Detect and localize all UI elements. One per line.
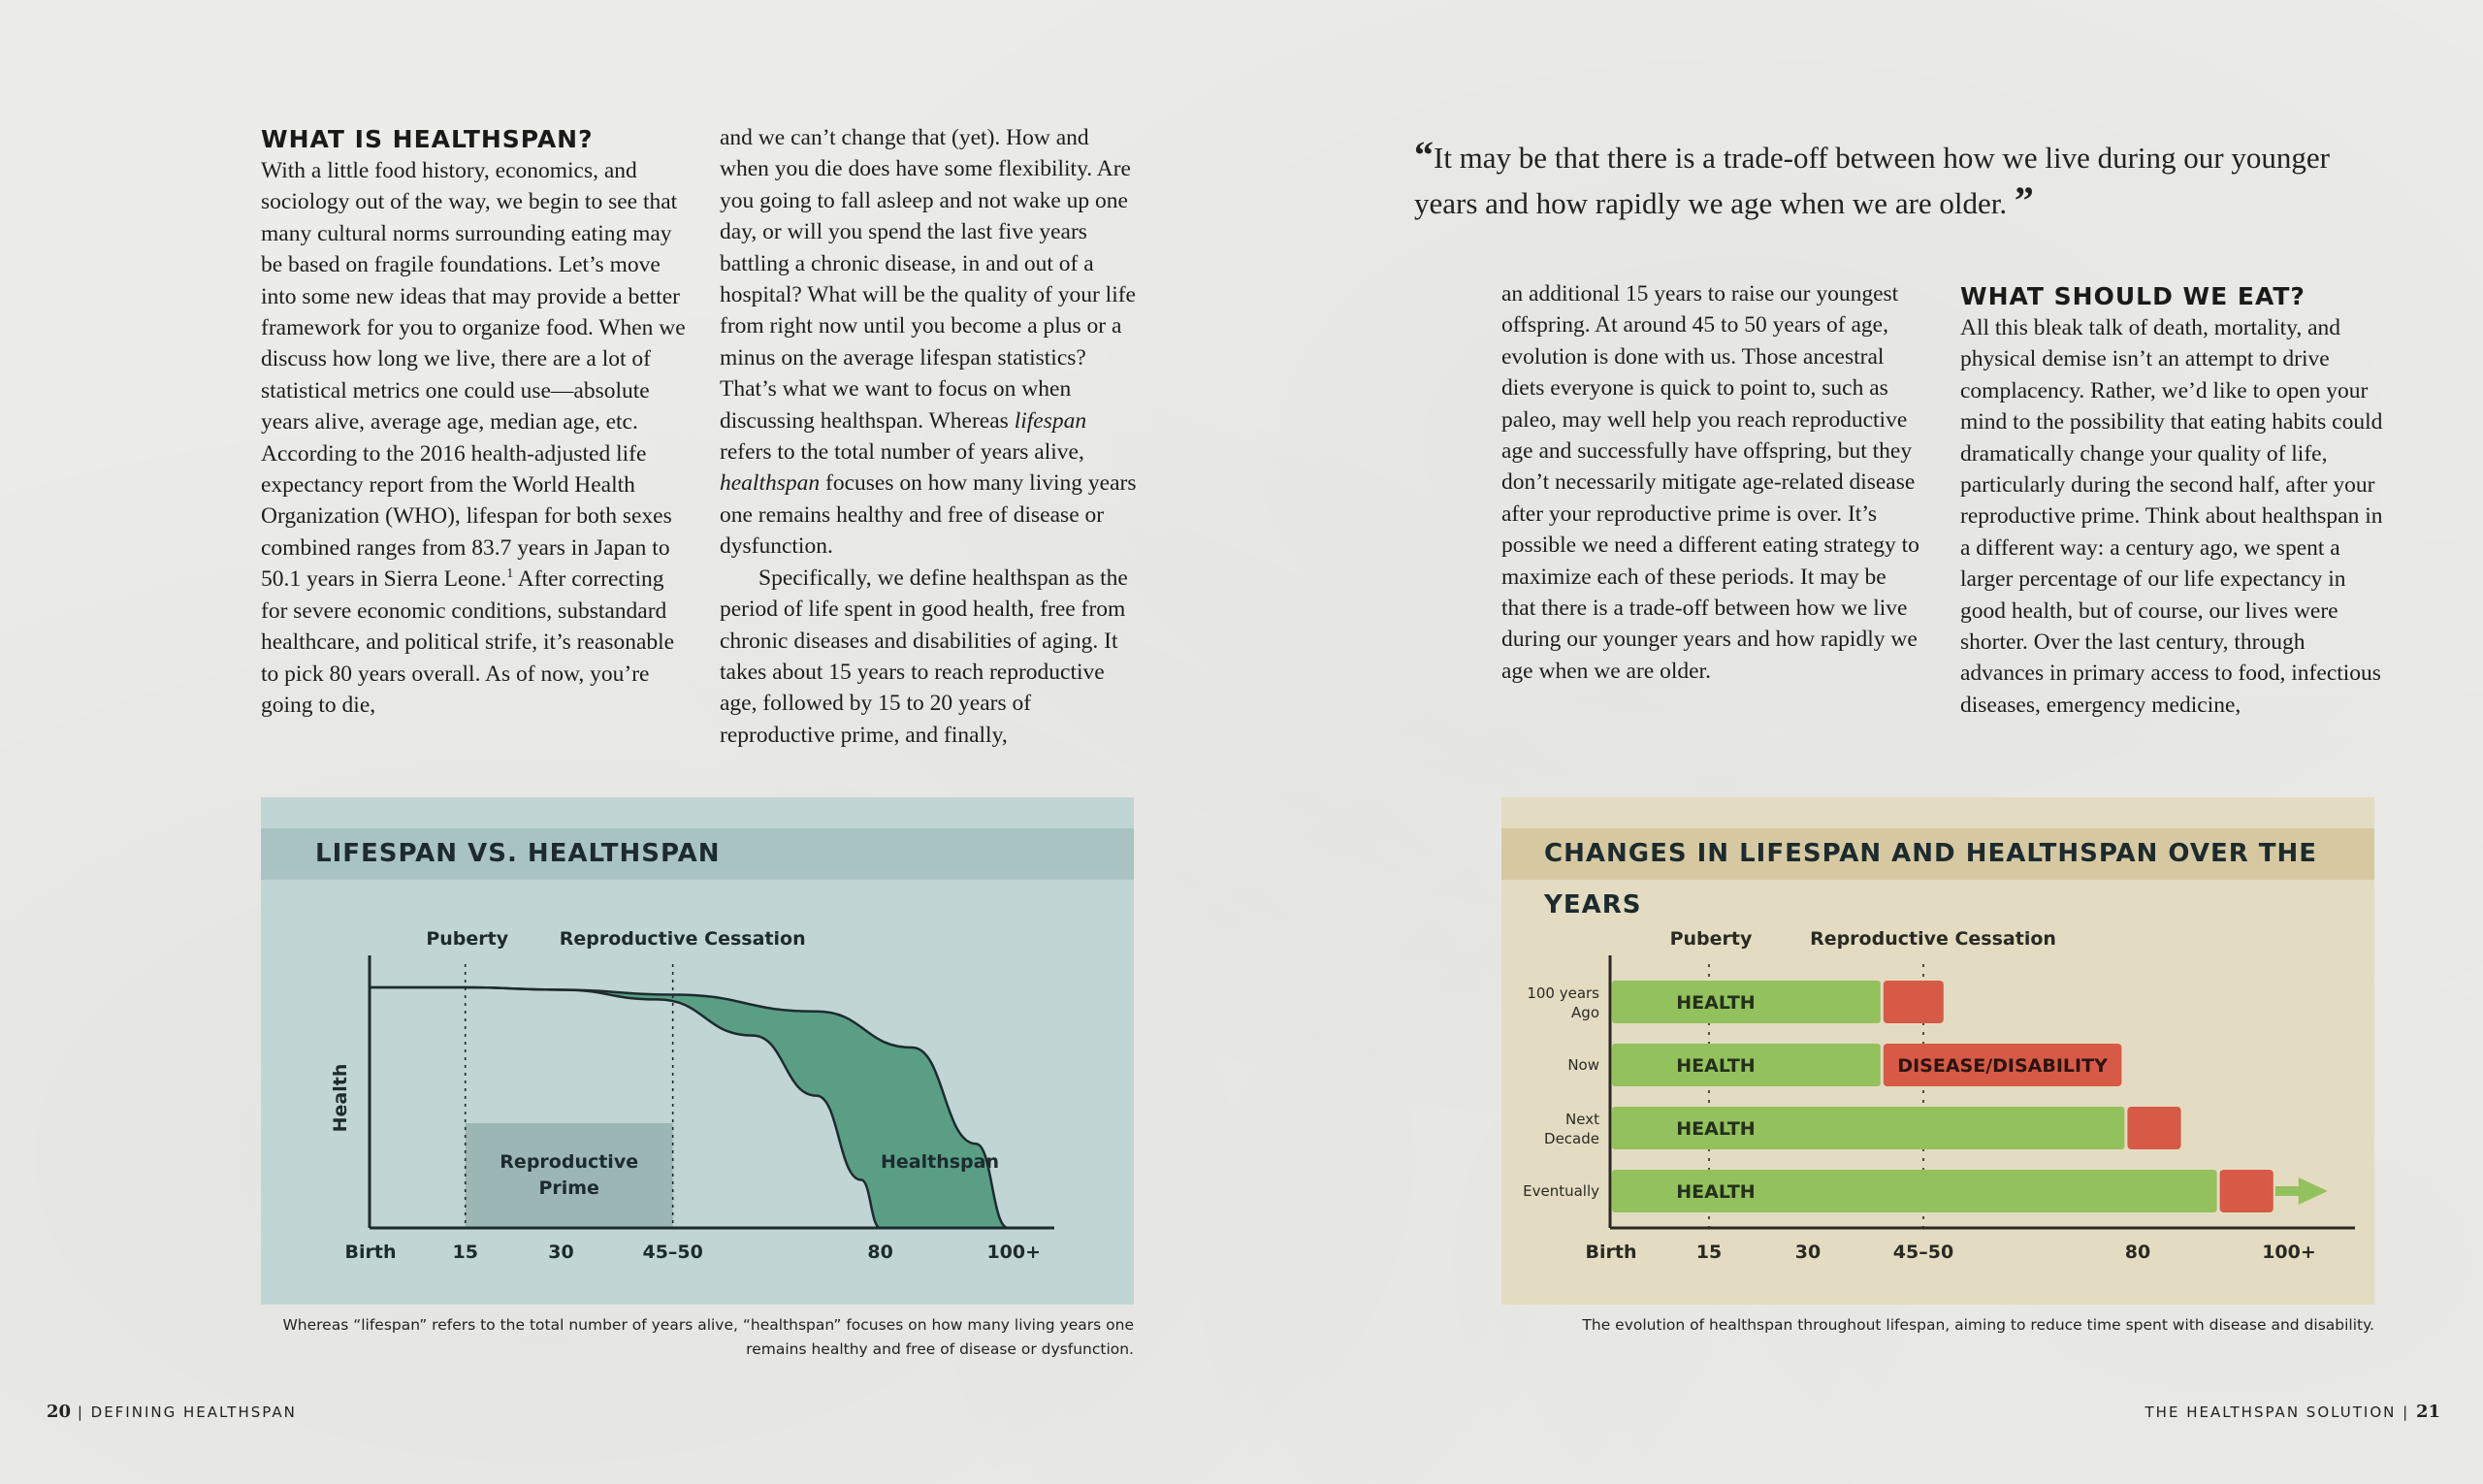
x-tick-label: 45–50: [642, 1242, 703, 1263]
heading-what-should-we-eat: WHAT SHOULD WE EAT?: [1960, 282, 2306, 310]
category-label-line1: Next: [1565, 1111, 1599, 1128]
health-bar-label: HEALTH: [1676, 1181, 1756, 1203]
footnote-marker[interactable]: 1: [506, 566, 514, 582]
x-tick-label: 100+: [986, 1242, 1042, 1263]
healthspan-label: Healthspan: [881, 1151, 999, 1173]
left-folio: 20 | DEFINING HEALTHSPAN: [47, 1402, 297, 1422]
right-col-2-paragraph: All this bleak talk of death, mortality, and physical demise isn’t an attempt to drive complacency. Rather, we’d like to open your mind to the possibility that eating habits could dramatically change your quality of life, particularly during the second half, after your reproductive prime. Think about healthspan in a different way: a century ago, we spent a larger percentage of our life expectancy in good health, but of course, our lives were shorter. Over the last century, through advances in primary access to food, infectious diseases, emergency medicine,: [1960, 315, 2383, 718]
x-tick-label: 80: [2124, 1242, 2151, 1263]
right-folio: THE HEALTHSPAN SOLUTION | 21: [2144, 1402, 2440, 1422]
category-label: Now: [1567, 1056, 1599, 1074]
x-tick-label: 45–50: [1892, 1242, 1954, 1263]
x-tick-label: 80: [867, 1242, 893, 1263]
disease-bar: [1884, 981, 1944, 1023]
health-bar-label: HEALTH: [1676, 1118, 1756, 1140]
category-label-line2: Decade: [1544, 1130, 1599, 1147]
left-col-2-paragraph-1: and we can’t change that (yet). How and when you die does have some flexibility. Are you going to fall asleep and not wake up one day, or will you spend the last five years battling a chronic disease, in and out of a hospital? What will be the quality of your life from right now until you become a plus or a minus on the average lifespan statistics? That’s what we want to focus on when discussing healthspan. Whereas lifespan refers to the total number of years alive, healthspan focuses on how many living years one remains healthy and free of disease or dysfunction.: [720, 125, 1137, 560]
right-col-2: [1960, 281, 2383, 721]
reproductive-prime-label-line2: Prime: [538, 1178, 599, 1199]
health-bar-label: HEALTH: [1676, 992, 1756, 1014]
marker-label-0: Puberty: [426, 928, 509, 950]
category-label-line2: Ago: [1571, 1004, 1599, 1021]
right-col-1-paragraph: an additional 15 years to raise our youngest offspring. At around 45 to 50 years of age, evolution is done with us. Those ancestral diets everyone is quick to point to, such as paleo, may well help you reach reproductive age and successfully have offspring, but they don’t necessarily mitigate age-related disease after your reproductive prime is over. It’s possible we need a different eating strategy to maximize each of these periods. It may be that there is a trade-off between how we live during our younger years and how rapidly we age when we are older.: [1501, 281, 1919, 684]
changes-lifespan-healthspan-chart: [1501, 797, 2374, 1305]
quote-open-mark: “: [1414, 133, 1434, 177]
x-tick-label: 30: [548, 1242, 574, 1263]
x-tick-label: 15: [452, 1242, 478, 1263]
x-tick-label: Birth: [344, 1242, 397, 1263]
heading-what-is-healthspan: WHAT IS HEALTHSPAN?: [261, 125, 594, 153]
right-page-number: 21: [2415, 1402, 2440, 1422]
right-running-head: THE HEALTHSPAN SOLUTION: [2144, 1403, 2397, 1421]
x-tick-label: 15: [1695, 1242, 1723, 1263]
reproductive-prime-label-line1: Reproductive: [500, 1151, 639, 1173]
right-caption: The evolution of healthspan throughout lifespan, aiming to reduce time spent with disease and disability.: [1582, 1316, 2374, 1334]
left-caption: Whereas “lifespan” refers to the total number of years alive, “healthspan” focuses on how many living years one remains healthy and free of disease or dysfunction.: [282, 1316, 1134, 1358]
left-col-1-paragraph: With a little food history, economics, and sociology out of the way, we begin to see that many cultural norms surrounding eating may be based on fragile foundations. Let’s move into some new ideas that may provide a better framework for you to organize food. When we discuss how long we live, there are a lot of statistical metrics one could use—absolute years alive, average age, median age, etc. According to the 2016 health-adjusted life expectancy report from the World Health Organization (WHO), lifespan for both sexes combined ranges from 83.7 years in Japan to 50.1 years in Sierra Leone.$^1$ After correcting for severe economic conditions, substandard healthcare, and political strife, it’s reasonable to pick 80 years overall. As of now, you’re going to die,: [261, 158, 686, 718]
left-col-2-paragraph-2: Specifically, we define healthspan as the period of life spent in good health, free from chronic diseases and disabilities of aging. It takes about 15 years to reach reproductive age, followed by 15 to 20 years of reproductive prime, and finally,: [720, 565, 1128, 748]
disease-bar: [2220, 1170, 2273, 1212]
marker-label-1: Reproductive Cessation: [1810, 928, 2056, 950]
x-tick-label: Birth: [1585, 1242, 1637, 1263]
category-label-line1: 100 years: [1527, 984, 1599, 1002]
x-tick-label: 100+: [2262, 1242, 2316, 1263]
chart-2-title: CHANGES IN LIFESPAN AND HEALTHSPAN OVER THE YEARS: [1544, 839, 2318, 919]
disease-bar-label: DISEASE/DISABILITY: [1897, 1055, 2108, 1077]
quote-close-mark: ”: [2014, 178, 2034, 222]
x-tick-label: 30: [1794, 1242, 1822, 1263]
left-col-2: [720, 122, 1141, 751]
health-bar-label: HEALTH: [1676, 1055, 1756, 1077]
y-axis-label: Health: [330, 1063, 351, 1133]
reproductive-prime-region: [466, 1123, 673, 1228]
marker-label-0: Puberty: [1669, 928, 1753, 950]
category-label: Eventually: [1523, 1182, 1599, 1200]
right-col-1: [1501, 278, 1920, 687]
pull-quote-text: It may be that there is a trade-off between how we live during our younger years and how rapidly we age when we are older.: [1414, 141, 2330, 220]
chart-1-title: LIFESPAN VS. HEALTHSPAN: [315, 839, 721, 868]
left-page-number: 20: [47, 1402, 72, 1422]
pull-quote: [1414, 134, 2384, 225]
lifespan-vs-healthspan-chart: [261, 797, 1134, 1305]
marker-label-1: Reproductive Cessation: [559, 928, 806, 950]
disease-bar: [2127, 1107, 2180, 1149]
left-col-1: [261, 124, 688, 721]
left-running-head: DEFINING HEALTHSPAN: [90, 1403, 297, 1421]
